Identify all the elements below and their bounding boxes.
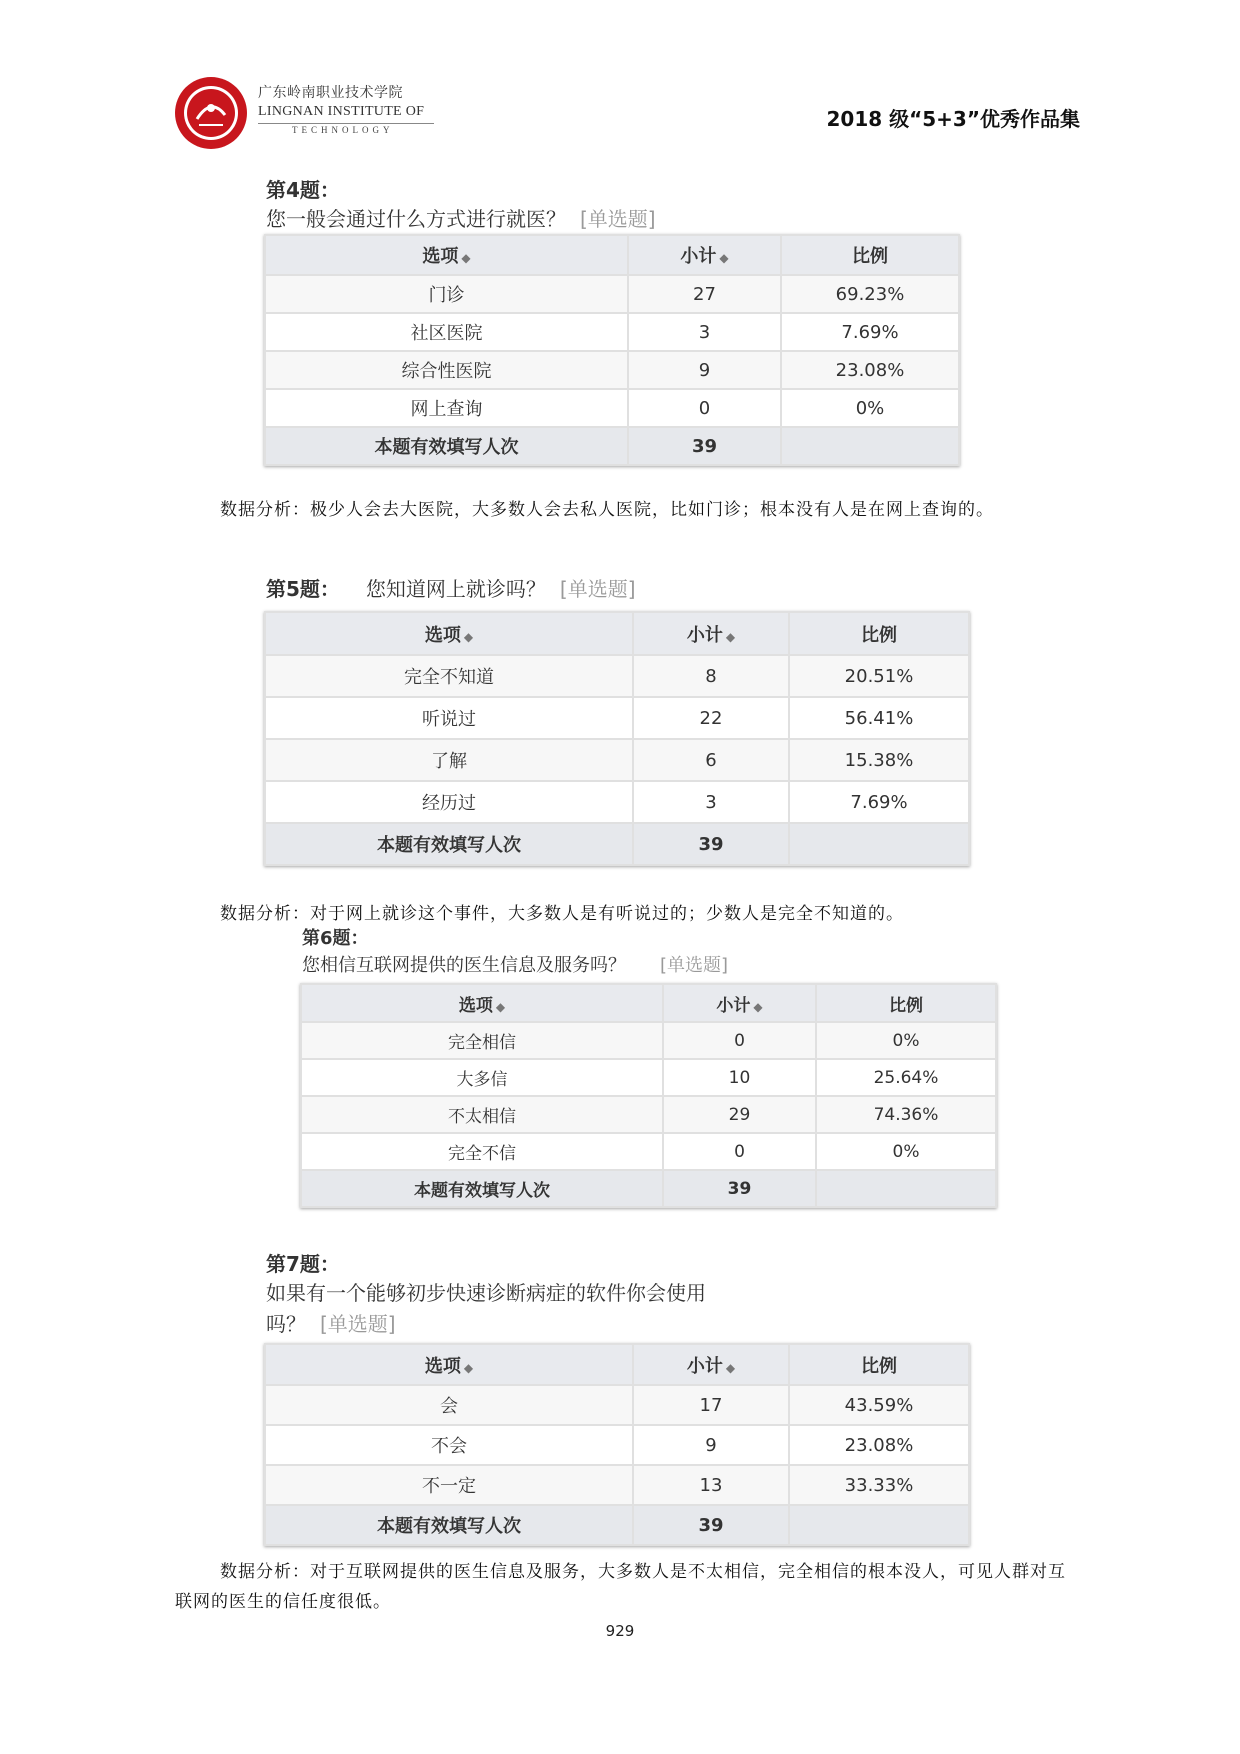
table-total-row xyxy=(265,823,969,865)
question-number: 第7题： xyxy=(266,1252,340,1276)
cell-ratio: 74.36% xyxy=(816,1096,996,1133)
table-row xyxy=(265,351,959,389)
table-row xyxy=(265,781,969,823)
question-type-tag: [单选题] xyxy=(320,1312,396,1336)
total-empty xyxy=(781,427,959,465)
question-text xyxy=(266,204,656,234)
table-row xyxy=(265,697,969,739)
sort-icon[interactable]: ◆ xyxy=(719,251,729,265)
table-row xyxy=(265,739,969,781)
cell-option: 不太相信 xyxy=(301,1096,663,1133)
cell-ratio: 23.08% xyxy=(789,1425,969,1465)
question-text-body: 您知道网上就诊吗？ xyxy=(365,577,546,601)
school-logo xyxy=(173,75,249,151)
cell-option: 门诊 xyxy=(265,275,628,313)
question-7 xyxy=(266,1250,706,1340)
question-text-body: 您一般会通过什么方式进行就医？ xyxy=(266,207,566,231)
column-header-option[interactable]: 选项 ◆ xyxy=(265,612,633,655)
table-total-row xyxy=(265,427,959,465)
cell-ratio: 7.69% xyxy=(789,781,969,823)
cell-count: 29 xyxy=(663,1096,816,1133)
cell-ratio: 0% xyxy=(816,1133,996,1170)
results-table-q5 xyxy=(264,611,970,866)
cell-ratio: 7.69% xyxy=(781,313,959,351)
column-header-ratio: 比例 xyxy=(789,1344,969,1385)
sort-icon[interactable]: ◆ xyxy=(753,999,763,1014)
total-empty xyxy=(816,1170,996,1207)
analysis-q7: 数据分析：对于互联网提供的医生信息及服务，大多数人是不太相信，完全相信的根本没人，可见人群对互联网的医生的信任度很低。 xyxy=(175,1562,1066,1612)
question-text-line-2 xyxy=(266,1309,706,1340)
cell-count: 0 xyxy=(663,1133,816,1170)
school-name-en: LINGNAN INSTITUTE OF xyxy=(258,104,425,119)
results-table-q6 xyxy=(300,983,997,1208)
column-header-option[interactable]: 选项 ◆ xyxy=(265,235,628,275)
cell-count: 9 xyxy=(628,351,781,389)
question-number: 第6题： xyxy=(302,928,369,949)
total-label: 本题有效填写人次 xyxy=(265,427,628,465)
total-empty xyxy=(789,823,969,865)
cell-ratio: 20.51% xyxy=(789,655,969,697)
results-table-q4 xyxy=(264,234,960,466)
question-text xyxy=(302,951,728,981)
total-empty xyxy=(789,1505,969,1545)
sort-icon[interactable]: ◆ xyxy=(461,251,471,265)
total-label: 本题有效填写人次 xyxy=(301,1170,663,1207)
cell-count: 3 xyxy=(628,313,781,351)
table-row xyxy=(301,1096,996,1133)
cell-count: 6 xyxy=(633,739,789,781)
question-5 xyxy=(266,574,636,604)
total-count: 39 xyxy=(633,823,789,865)
cell-ratio: 23.08% xyxy=(781,351,959,389)
school-name-block xyxy=(258,82,438,135)
cell-option: 大多信 xyxy=(301,1059,663,1096)
cell-option: 完全不信 xyxy=(301,1133,663,1170)
table-row xyxy=(301,1059,996,1096)
table-row xyxy=(265,313,959,351)
table-total-row xyxy=(265,1505,969,1545)
column-header-count[interactable]: 小计 ◆ xyxy=(628,235,781,275)
cell-option: 听说过 xyxy=(265,697,633,739)
sort-icon[interactable]: ◆ xyxy=(725,629,736,644)
school-name-en-2: TECHNOLOGY xyxy=(292,125,394,135)
sort-icon[interactable]: ◆ xyxy=(725,1360,736,1375)
column-header-count[interactable]: 小计 ◆ xyxy=(663,984,816,1022)
cell-count: 3 xyxy=(633,781,789,823)
table-row xyxy=(265,1465,969,1505)
cell-count: 17 xyxy=(633,1385,789,1425)
cell-count: 10 xyxy=(663,1059,816,1096)
cell-option: 不会 xyxy=(265,1425,633,1465)
cell-count: 27 xyxy=(628,275,781,313)
cell-option: 社区医院 xyxy=(265,313,628,351)
question-4 xyxy=(266,176,656,234)
sort-icon[interactable]: ◆ xyxy=(463,1360,474,1375)
cell-ratio: 0% xyxy=(781,389,959,427)
cell-count: 8 xyxy=(633,655,789,697)
cell-option: 了解 xyxy=(265,739,633,781)
column-header-ratio: 比例 xyxy=(781,235,959,275)
total-count: 39 xyxy=(663,1170,816,1207)
question-number: 第4题： xyxy=(266,178,340,202)
cell-option: 网上查询 xyxy=(265,389,628,427)
question-type-tag: [单选题] xyxy=(660,955,729,976)
column-header-ratio: 比例 xyxy=(816,984,996,1022)
column-header-ratio: 比例 xyxy=(789,612,969,655)
table-row xyxy=(265,1425,969,1465)
cell-ratio: 0% xyxy=(816,1022,996,1059)
cell-option: 不一定 xyxy=(265,1465,633,1505)
total-count: 39 xyxy=(633,1505,789,1545)
cell-ratio: 15.38% xyxy=(789,739,969,781)
table-row xyxy=(265,655,969,697)
cell-count: 9 xyxy=(633,1425,789,1465)
cell-option: 会 xyxy=(265,1385,633,1425)
cell-ratio: 56.41% xyxy=(789,697,969,739)
page-number: 929 xyxy=(605,1622,635,1640)
school-divider xyxy=(258,123,434,124)
column-header-option[interactable]: 选项 ◆ xyxy=(265,1344,633,1385)
sort-icon[interactable]: ◆ xyxy=(463,629,474,644)
collection-title: 2018 级“5+3”优秀作品集 xyxy=(826,107,1080,131)
question-text-body: 您相信互联网提供的医生信息及服务吗？ xyxy=(302,955,626,976)
table-row xyxy=(301,1022,996,1059)
table-total-row xyxy=(301,1170,996,1207)
cell-count: 13 xyxy=(633,1465,789,1505)
table-row xyxy=(301,1133,996,1170)
cell-ratio: 69.23% xyxy=(781,275,959,313)
analysis-q4: 数据分析：极少人会去大医院，大多数人会去私人医院，比如门诊；根本没有人是在网上查询的。 xyxy=(220,500,994,520)
sort-icon[interactable]: ◆ xyxy=(495,999,506,1014)
table-row xyxy=(265,1385,969,1425)
analysis-q5: 数据分析：对于网上就诊这个事件，大多数人是有听说过的；少数人是完全不知道的。 xyxy=(220,904,904,924)
total-count: 39 xyxy=(628,427,781,465)
cell-option: 完全不知道 xyxy=(265,655,633,697)
results-table-q7 xyxy=(264,1343,970,1546)
question-type-tag: [单选题] xyxy=(559,577,636,601)
question-number: 第5题： xyxy=(266,577,340,601)
cell-option: 综合性医院 xyxy=(265,351,628,389)
cell-ratio: 33.33% xyxy=(789,1465,969,1505)
cell-ratio: 43.59% xyxy=(789,1385,969,1425)
column-header-option[interactable]: 选项 ◆ xyxy=(301,984,663,1022)
table-row xyxy=(265,275,959,313)
question-6 xyxy=(302,927,728,981)
cell-count: 22 xyxy=(633,697,789,739)
cell-count: 0 xyxy=(628,389,781,427)
question-type-tag: [单选题] xyxy=(580,207,656,231)
cell-ratio: 25.64% xyxy=(816,1059,996,1096)
cell-option: 经历过 xyxy=(265,781,633,823)
total-label: 本题有效填写人次 xyxy=(265,1505,633,1545)
total-label: 本题有效填写人次 xyxy=(265,823,633,865)
question-text-line-1: 如果有一个能够初步快速诊断病症的软件你会使用 xyxy=(266,1281,706,1305)
cell-count: 0 xyxy=(663,1022,816,1059)
cell-option: 完全相信 xyxy=(301,1022,663,1059)
question-text-body: 吗？ xyxy=(266,1312,306,1336)
column-header-count[interactable]: 小计 ◆ xyxy=(633,1344,789,1385)
table-row xyxy=(265,389,959,427)
school-name-cn: 广东岭南职业技术学院 xyxy=(258,85,403,101)
column-header-count[interactable]: 小计 ◆ xyxy=(633,612,789,655)
